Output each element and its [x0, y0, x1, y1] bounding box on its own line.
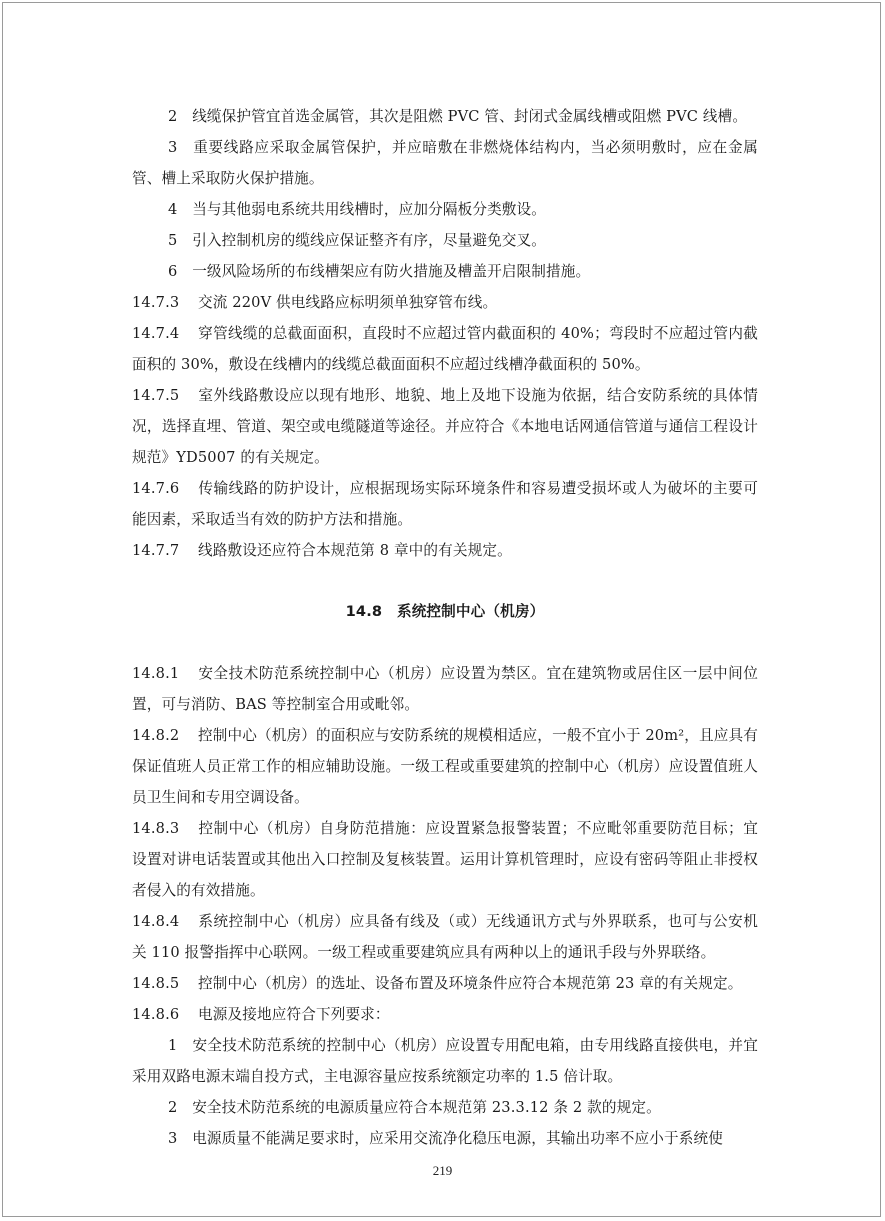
clause-text: 控制中心（机房）的面积应与安防系统的规模相适应，一般不宜小于 20m²，且应具有保证值班人员正常工作的相应辅助设施。一级工程或重要建筑的控制中心（机房）应设置值班人员卫生间和专用空调设备。 [132, 727, 758, 806]
list-item: 3 重要线路应采取金属管保护，并应暗敷在非燃烧体结构内，当必须明敷时，应在金属管、槽上采取防火保护措施。 [132, 139, 758, 187]
clause [132, 535, 758, 566]
clause-text: 控制中心（机房）自身防范措施：应设置紧急报警装置；不应毗邻重要防范目标；宜设置对讲电话装置或其他出入口控制及复核装置。运用计算机管理时，应设有密码等阻止非授权者侵入的有效措施。 [132, 820, 758, 899]
list-item: 2 线缆保护管宜首选金属管，其次是阻燃 PVC 管、封闭式金属线槽或阻燃 PVC 线槽。 [168, 108, 748, 125]
clause-number: 14.7.7 [132, 542, 180, 559]
clause-number: 14.8.1 [132, 665, 180, 682]
clause-text: 线路敷设还应符合本规范第 8 章中的有关规定。 [198, 542, 512, 559]
section-title: 14.8 系统控制中心（机房） [345, 603, 545, 620]
clause-number: 14.8.6 [132, 1006, 180, 1023]
clause [132, 318, 758, 380]
clause [132, 287, 758, 318]
clause [132, 658, 758, 720]
clause [132, 999, 758, 1030]
clause-text: 交流 220V 供电线路应标明须单独穿管布线。 [198, 294, 498, 311]
clause-number: 14.8.4 [132, 913, 180, 930]
clause-text: 传输线路的防护设计，应根据现场实际环境条件和容易遭受损坏或人为破坏的主要可能因素，采取适当有效的防护方法和措施。 [132, 480, 758, 528]
clause [132, 813, 758, 906]
clause-text: 穿管线缆的总截面面积，直段时不应超过管内截面积的 40%；弯段时不应超过管内截面积的 30%，敷设在线槽内的线缆总截面面积不应超过线槽净截面积的 50%。 [132, 325, 758, 373]
clause-number: 14.7.3 [132, 294, 180, 311]
list-item: 1 安全技术防范系统的控制中心（机房）应设置专用配电箱，由专用线路直接供电，并宜采用双路电源末端自投方式，主电源容量应按系统额定功率的 1.5 倍计取。 [132, 1037, 758, 1085]
list-item: 6 一级风险场所的布线槽架应有防火措施及槽盖开启限制措施。 [168, 263, 591, 280]
clause [132, 720, 758, 813]
list-item: 2 安全技术防范系统的电源质量应符合本规范第 23.3.12 条 2 款的规定。 [168, 1099, 661, 1116]
clause [132, 968, 758, 999]
document-body [132, 101, 758, 1154]
clause-number: 14.8.2 [132, 727, 180, 744]
clause [132, 380, 758, 473]
clause [132, 906, 758, 968]
list-item: 3 电源质量不能满足要求时，应采用交流净化稳压电源，其输出功率不应小于系统使 [168, 1130, 723, 1147]
clause-number: 14.8.3 [132, 820, 180, 837]
page-number: 219 [432, 1163, 453, 1178]
clause-number: 14.7.6 [132, 480, 180, 497]
clause [132, 473, 758, 535]
list-item: 5 引入控制机房的缆线应保证整齐有序，尽量避免交叉。 [168, 232, 547, 249]
clause-text: 电源及接地应符合下列要求： [198, 1006, 390, 1023]
clause-number: 14.7.5 [132, 387, 180, 404]
clause-text: 安全技术防范系统控制中心（机房）应设置为禁区。宜在建筑物或居住区一层中间位置，可与消防、BAS 等控制室合用或毗邻。 [132, 665, 758, 713]
clause-number: 14.8.5 [132, 975, 180, 992]
clause-text: 控制中心（机房）的选址、设备布置及环境条件应符合本规范第 23 章的有关规定。 [198, 975, 743, 992]
list-item: 4 当与其他弱电系统共用线槽时，应加分隔板分类敷设。 [168, 201, 547, 218]
clause-text: 室外线路敷设应以现有地形、地貌、地上及地下设施为依据，结合安防系统的具体情况，选择直埋、管道、架空或电缆隧道等途径。并应符合《本地电话网通信管道与通信工程设计规范》YD5007 的有关规定。 [132, 387, 758, 466]
clause-number: 14.7.4 [132, 325, 180, 342]
clause-text: 系统控制中心（机房）应具备有线及（或）无线通讯方式与外界联系，也可与公安机关 110 报警指挥中心联网。一级工程或重要建筑应具有两种以上的通讯手段与外界联络。 [132, 913, 758, 961]
